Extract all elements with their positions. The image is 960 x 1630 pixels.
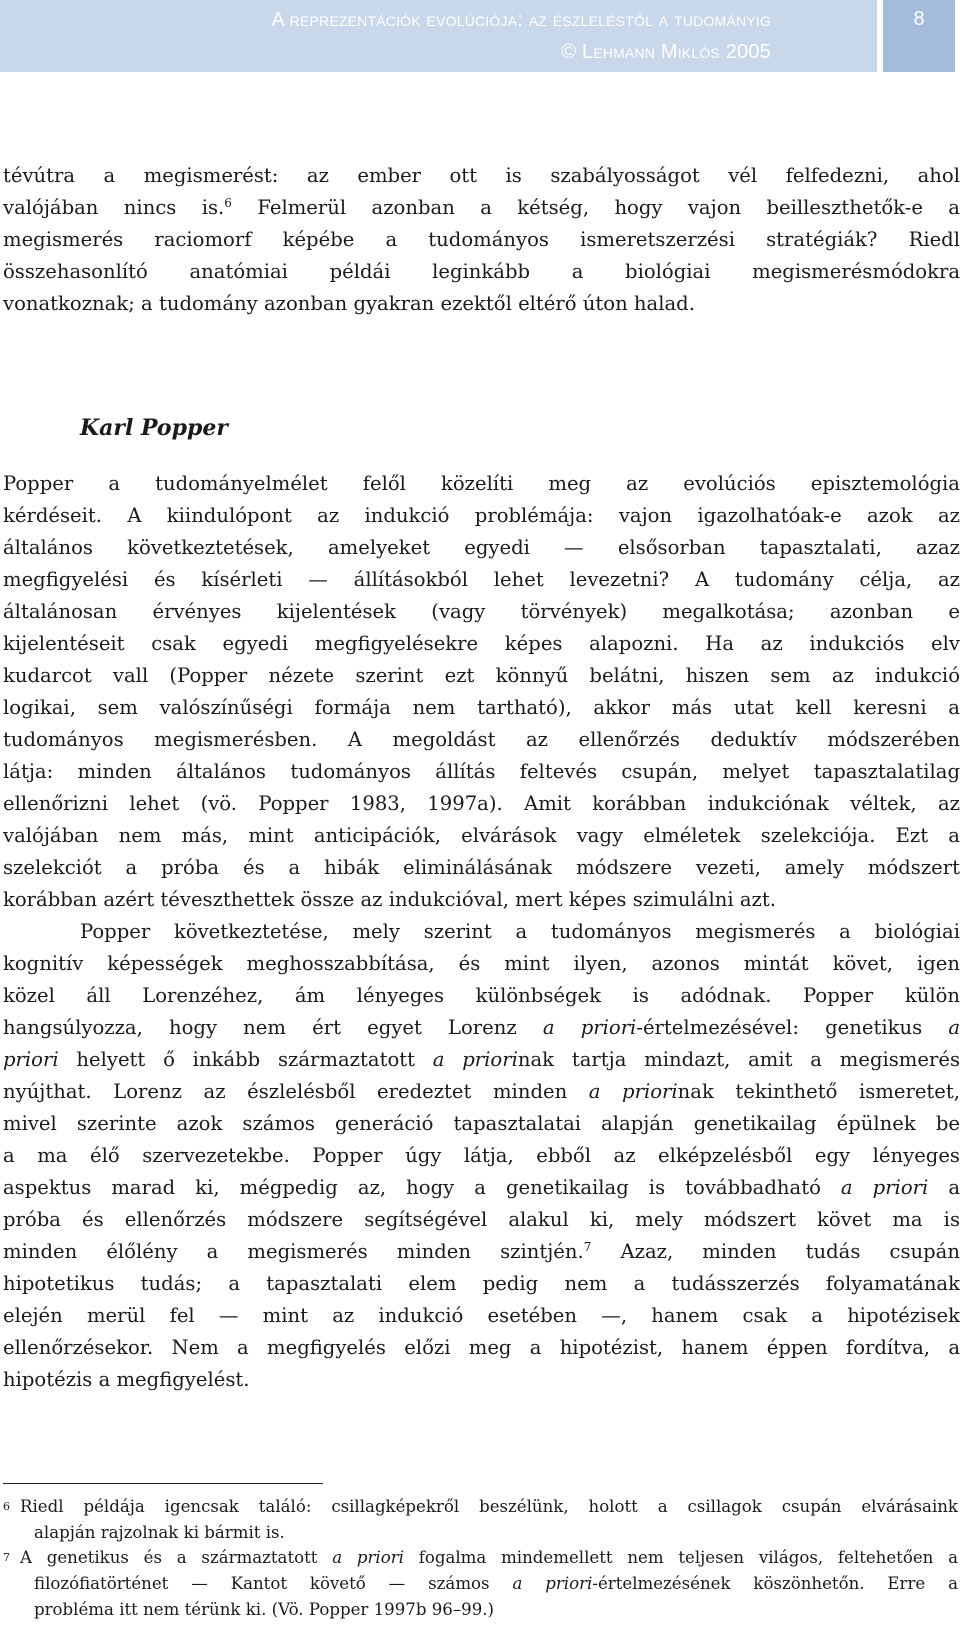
text: A genetikus és a származtatott xyxy=(20,1548,333,1567)
body-p1-line: szelekciót a próba és a hibák eliminálásának módszere vezeti, amely módszert xyxy=(3,856,960,879)
italic-term: a priori xyxy=(542,1016,637,1039)
text: a xyxy=(948,1176,960,1199)
page-number: 8 xyxy=(913,8,925,30)
section-heading: Karl Popper xyxy=(80,415,228,441)
italic-term: a priori xyxy=(432,1048,518,1071)
intro-line-2-prefix: valójában nincs is. xyxy=(3,196,225,219)
body-p2-line xyxy=(3,1172,960,1204)
intro-line-2 xyxy=(3,192,960,224)
header-band xyxy=(0,0,880,72)
body-p1-line: kérdéseit. A kiindulópont az indukció problémája: vajon igazolhatóak-e azok az xyxy=(3,504,960,527)
page-header xyxy=(0,0,960,72)
text: nak tartja mindazt, amit a megismerés xyxy=(517,1048,960,1071)
footnote-6-line-1: Riedl példája igencsak találó: csillagképekről beszélünk, holott a csillagok csupán elvárásaink xyxy=(20,1497,958,1516)
body-p2-line: Popper következtetése, mely szerint a tudományos megismerés a biológiai xyxy=(80,920,960,943)
body-p2-line: közel áll Lorenzéhez, ám lényeges különbségek is adódnak. Popper külön xyxy=(3,984,960,1007)
body-p1-line: korábban azért téveszthettek össze az indukcióval, mert képes szimulálni azt. xyxy=(3,888,776,911)
footnote-7-line-3: probléma itt nem térünk ki. (Vö. Popper 1997b 96–99.) xyxy=(34,1600,495,1619)
text: filozófiatörténet — Kantot követő — számos xyxy=(34,1574,490,1593)
italic-term: a priori xyxy=(512,1574,593,1593)
text: minden élőlény a megismerés minden szintjén. xyxy=(3,1240,584,1263)
text: fogalma mindemellett nem teljesen világos, feltehetően a xyxy=(403,1548,959,1567)
italic-term: a priori xyxy=(332,1548,404,1567)
body-p1-line: tudományos megismerésben. A megoldást az ellenőrzés deduktív módszerében xyxy=(3,728,960,751)
body-p2-line xyxy=(3,1236,960,1268)
intro-line-1: tévútra a megismerést: az ember ott is szabályosságot vél felfedezni, ahol xyxy=(3,164,960,187)
intro-line-2-rest: Felmerül azonban a kétség, hogy vajon beilleszthetők-e a xyxy=(257,196,960,219)
italic-term: priori xyxy=(3,1048,59,1071)
footnote-7-line-1 xyxy=(20,1545,958,1571)
italic-term: a xyxy=(948,1016,960,1039)
body-p1-line: megfigyelési és kísérleti — állításokból lehet levezetni? A tudomány célja, az xyxy=(3,568,960,591)
intro-line-4: összehasonlító anatómiai példái leginkább a biológiai megismerésmódokra xyxy=(3,260,960,283)
body-p2-line: hipotetikus tudás; a tapasztalati elem pedig nem a tudásszerzés folyamatának xyxy=(3,1272,960,1295)
body-p2-line: próba és ellenőrzés módszere segítségével alakul ki, mely módszert követ ma is xyxy=(3,1208,960,1231)
body-p1-line: kudarcot vall (Popper nézete szerint ezt könnyű belátni, hiszen sem az indukció xyxy=(3,664,960,687)
body-p1-line: általánosan érvényes kijelentések (vagy törvények) megalkotása; azonban e xyxy=(3,600,960,623)
italic-term: a priori xyxy=(840,1176,929,1199)
text: nyújthat. Lorenz az észlelésből eredeztet minden xyxy=(3,1080,589,1103)
body-p1-line: általános következtetések, amelyeket egyedi — elsősorban tapasztalati, azaz xyxy=(3,536,960,559)
body-p2-line xyxy=(3,1012,960,1044)
footnote-divider xyxy=(3,1483,323,1484)
text: aspektus marad ki, mégpedig az, hogy a genetikailag is továbbadható xyxy=(3,1176,821,1199)
body-p1-line: látja: minden általános tudományos állítás feltevés csupán, melyet tapasztalatilag xyxy=(3,760,960,783)
intro-line-5: vonatkoznak; a tudomány azonban gyakran ezektől eltérő úton halad. xyxy=(3,292,695,315)
text: hangsúlyozza, hogy nem ért egyet Lorenz xyxy=(3,1016,517,1039)
body-p1-line: ellenőrizni lehet (vö. Popper 1983, 1997a). Amit korábban indukciónak véltek, az xyxy=(3,792,960,815)
intro-line-3: megismerés raciomorf képébe a tudományos ismeretszerzési stratégiák? Riedl xyxy=(3,228,960,251)
footnote-6-mark: 6 xyxy=(3,1500,10,1513)
body-p1-line: logikai, sem valószínűségi formája nem tartható), akkor más utat kell keresni a xyxy=(3,696,960,719)
body-p1-line: valójában nem más, mint anticipációk, elvárások vagy elméletek szelekciója. Ezt a xyxy=(3,824,960,847)
footnote-6-line-2: alapján rajzolnak ki bármit is. xyxy=(34,1523,285,1542)
body-p1-line: Popper a tudományelmélet felől közelíti meg az evolúciós episztemológia xyxy=(3,472,960,495)
text: -értelmezésével: genetikus xyxy=(636,1016,923,1039)
text: -értelmezésének köszönhetőn. Erre a xyxy=(592,1574,959,1593)
footnote-ref-6[interactable]: 6 xyxy=(224,196,232,210)
body-p2-line xyxy=(3,1076,960,1108)
body-p2-line: a ma élő szervezetekbe. Popper úgy látja, ebből az elképzelésből egy lényeges xyxy=(3,1144,960,1167)
body-p1-line: kijelentéseit csak egyedi megfigyelésekre képes alapozni. Ha az indukciós elv xyxy=(3,632,960,655)
body-p2-line: elején merül fel — mint az indukció esetében —, hanem csak a hipotézisek xyxy=(3,1304,960,1327)
footnote-ref-7[interactable]: 7 xyxy=(583,1240,592,1254)
body-p2-line: kognitív képességek meghosszabbítása, és mint ilyen, azonos mintát követ, igen xyxy=(3,952,960,975)
body-p2-line xyxy=(3,1044,960,1076)
text: nak tekinthető ismeretet, xyxy=(677,1080,960,1103)
body-p2-line: hipotézis a megfigyelést. xyxy=(3,1368,250,1391)
text: helyett ő inkább származtatott xyxy=(58,1048,433,1071)
footnote-7-mark: 7 xyxy=(3,1551,10,1564)
page-number-box xyxy=(883,0,955,72)
body-p2-line: ellenőrzésekor. Nem a megfigyelés előzi meg a hipotézist, hanem éppen fordítva, a xyxy=(3,1336,960,1359)
body-p2-line: mivel szerinte azok számos generáció tapasztalatai alapján genetikailag épülnek be xyxy=(3,1112,960,1135)
header-title: A reprezentációk evolúciója: az észleléstől a tudományig xyxy=(271,9,771,31)
header-author: © Lehmann Miklós 2005 xyxy=(561,41,771,63)
footnote-7-line-2 xyxy=(34,1571,958,1597)
text: Azaz, minden tudás csupán xyxy=(620,1240,960,1263)
italic-term: a priori xyxy=(588,1080,678,1103)
